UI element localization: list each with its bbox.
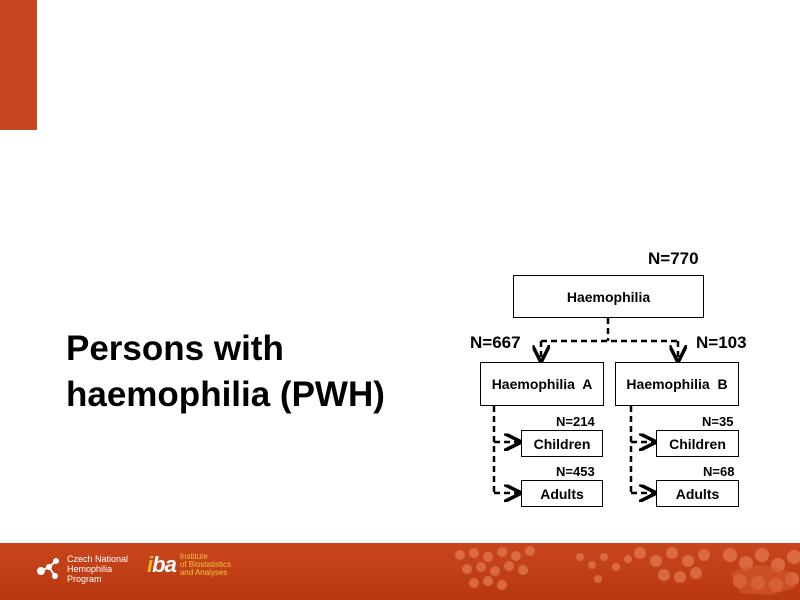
node-haemophilia-a-children: Children [521, 430, 603, 457]
haemophilia-a-children-count: N=214 [556, 414, 595, 429]
decorative-dots-pattern [440, 543, 800, 600]
node-haemophilia-a-adults: Adults [521, 480, 603, 507]
haemophilia-a-adults-count: N=453 [556, 464, 595, 479]
haemophilia-b-children-count: N=35 [702, 414, 734, 429]
molecule-icon [35, 557, 61, 581]
node-haemophilia-b-adults: Adults [656, 480, 739, 507]
logo2-line-2: of Biostatistics [179, 560, 231, 569]
iba-logo-mark [147, 552, 176, 578]
haemophilia-b-adults-count: N=68 [703, 464, 735, 479]
logo1-line-2: Hemophilia [67, 564, 113, 574]
haemophilia-a-count: N=667 [470, 333, 521, 352]
node-haemophilia-b-children: Children [656, 430, 739, 457]
slide-title-line-2: haemophilia (PWH) [66, 375, 385, 414]
root-count: N=770 [648, 249, 699, 268]
node-haemophilia-a: Haemophilia A [480, 362, 604, 406]
iba-institute-logo [147, 552, 231, 578]
logo1-line-1: Czech National [67, 554, 129, 564]
node-haemophilia: Haemophilia [513, 275, 704, 318]
slide-title-line-1: Persons with [66, 329, 284, 368]
logo2-line-1: Institute [179, 552, 208, 561]
node-haemophilia-b: Haemophilia B [615, 362, 739, 406]
haemophilia-b-count: N=103 [696, 333, 747, 352]
czech-national-hemophilia-program-logo [35, 554, 128, 584]
logo1-line-3: Program [67, 574, 102, 584]
logo2-line-3: and Analyses [179, 568, 228, 577]
iba-logo-i: i [147, 552, 153, 577]
iba-logo-ba: ba [152, 552, 176, 577]
